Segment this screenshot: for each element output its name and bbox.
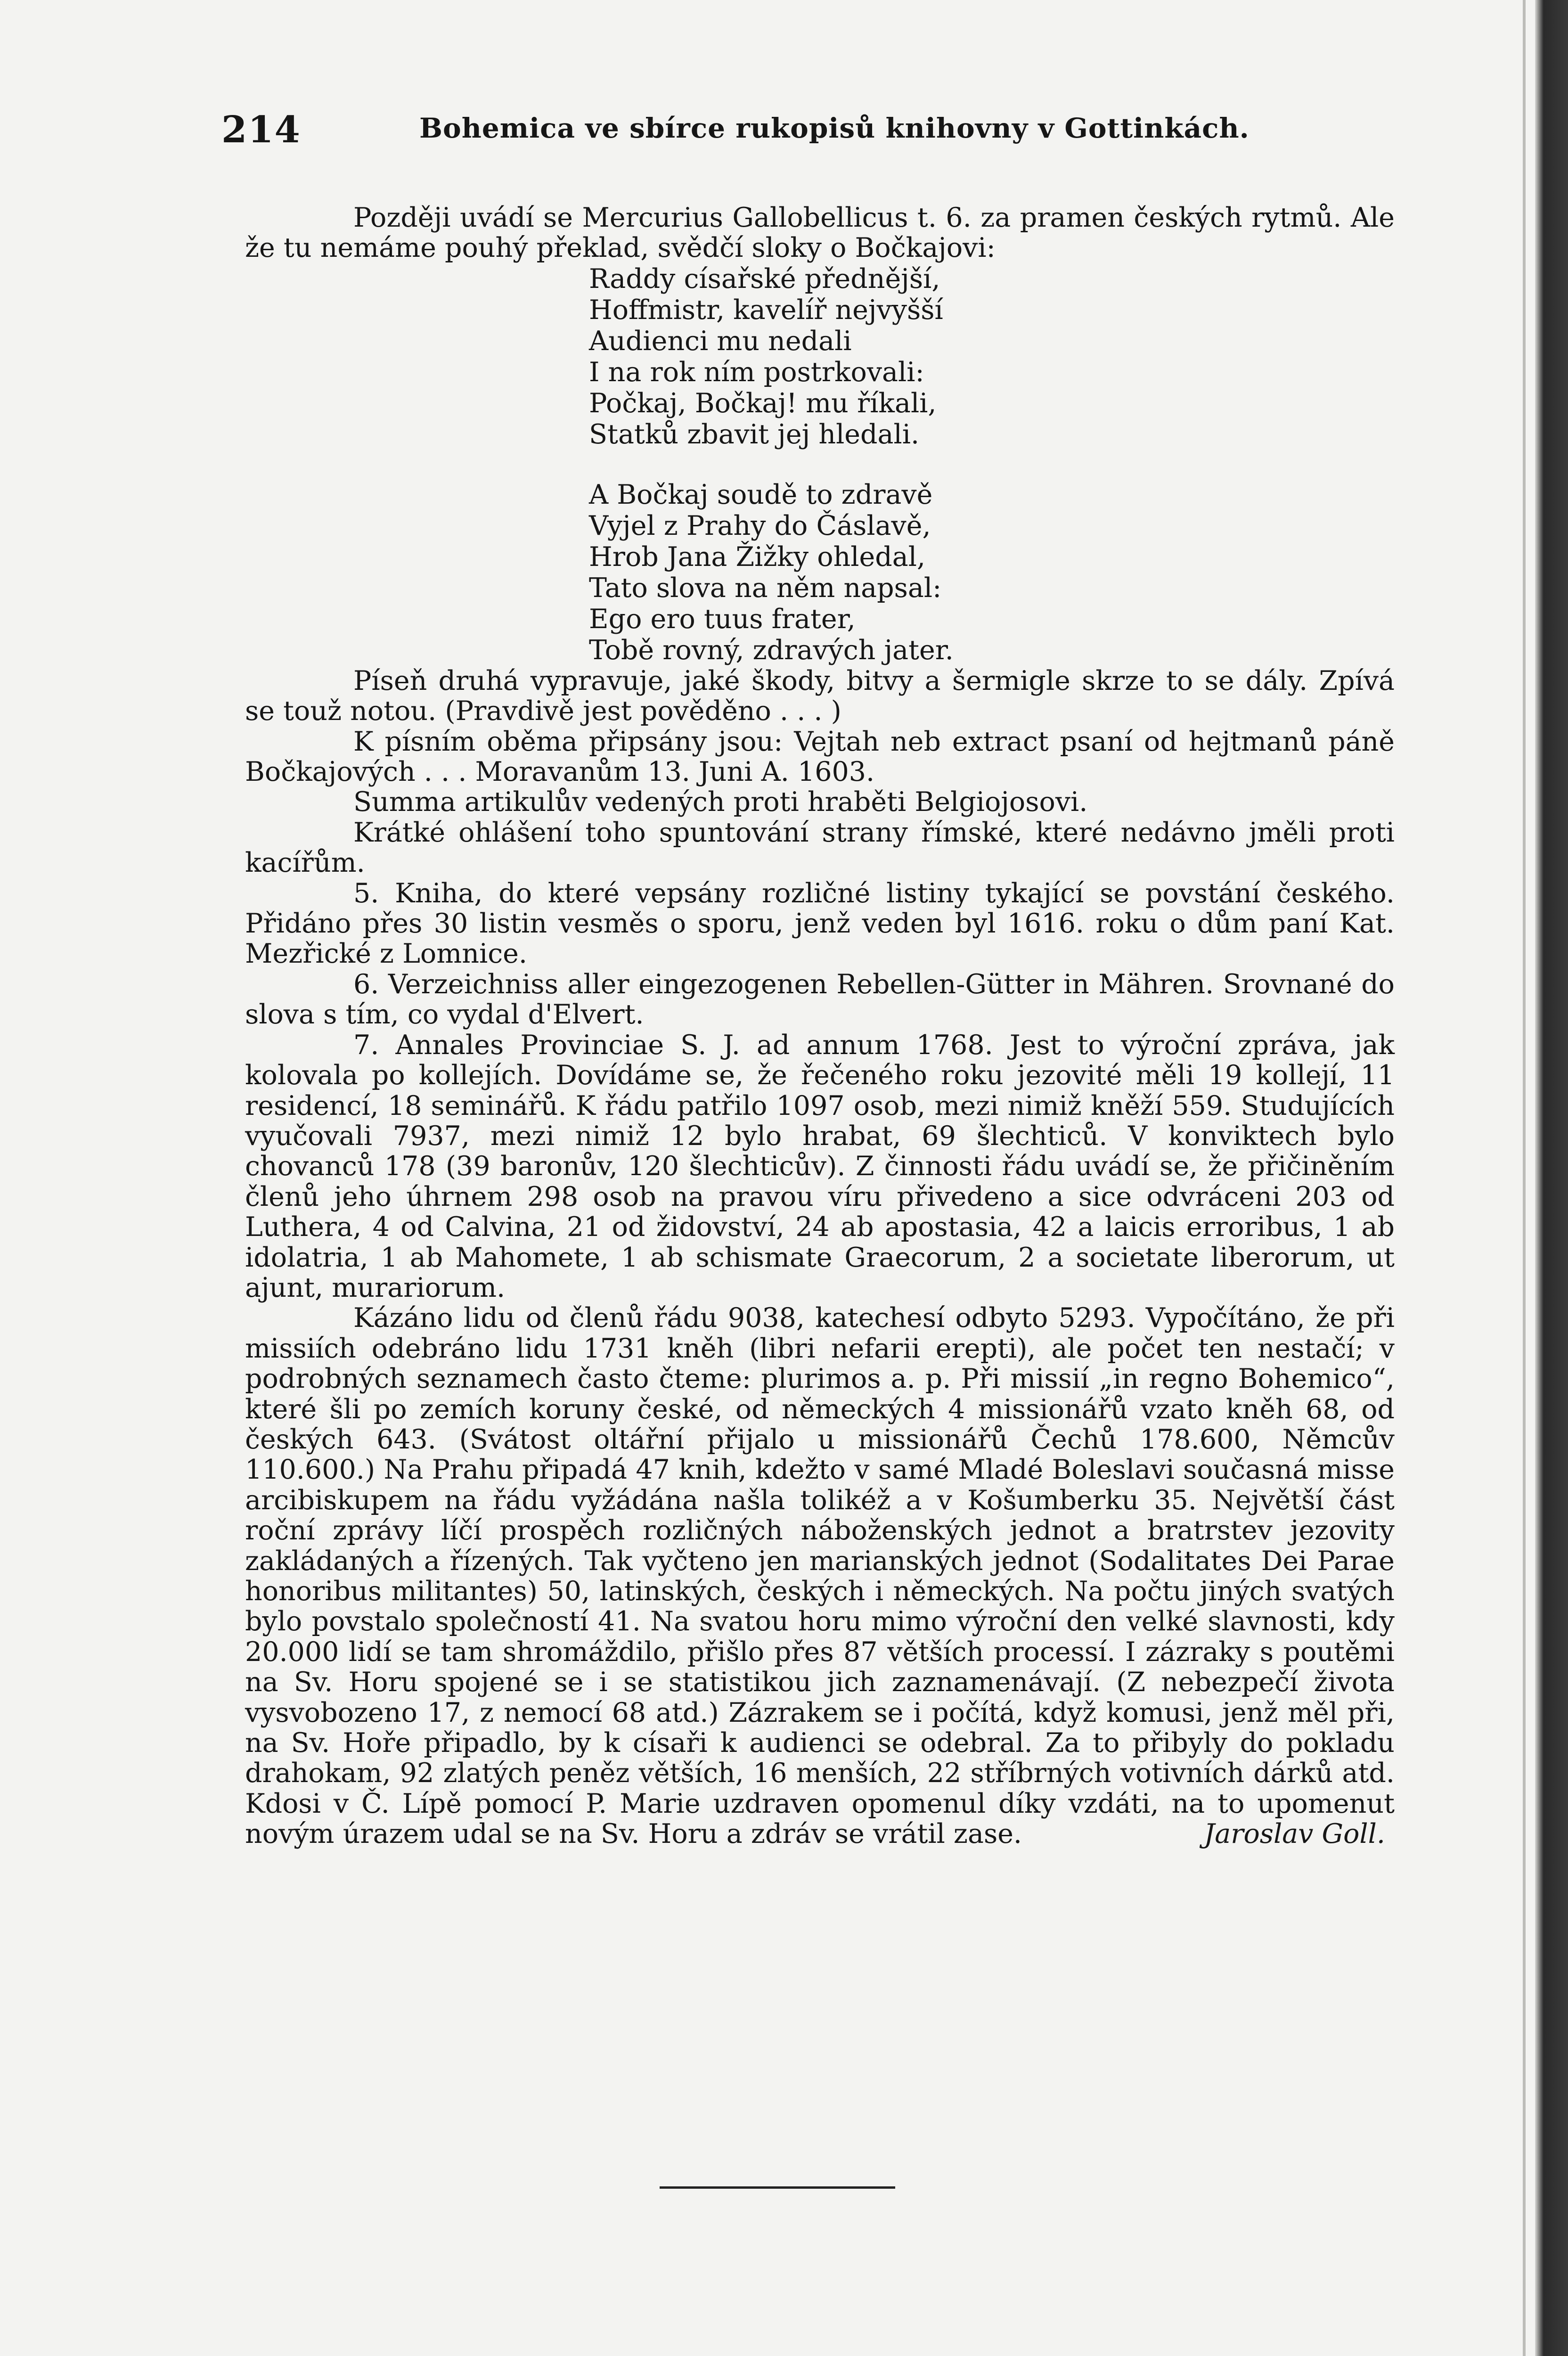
page-edge-shadow: [1535, 0, 1568, 2356]
poem-line: Počkaj, Bočkaj! mu říkali,: [589, 387, 937, 419]
running-title: Bohemica ve sbírce rukopisů knihovny v Gottinkách.: [419, 112, 1250, 144]
poem-line: Audienci mu nedali: [589, 325, 852, 357]
poem-line: Tobě rovný, zdravých jater.: [589, 634, 954, 666]
poem-line: Raddy císařské přednější,: [589, 263, 940, 294]
poem-line: Hrob Jana Žižky ohledal,: [589, 541, 926, 573]
author-signature: Jaroslav Goll.: [1204, 1818, 1385, 1850]
section-divider: [660, 2186, 895, 2189]
page-header: [221, 108, 1390, 165]
poem-line: Ego ero tuus frater,: [589, 603, 856, 635]
article-body: [245, 203, 1395, 1849]
poem-line: I na rok ním postrkovali:: [589, 356, 924, 388]
poem-stanza: [589, 479, 1395, 666]
page-number: 214: [221, 108, 301, 151]
paragraph: 7. Annales Provinciae S. J. ad annum 1768. Jest to výroční zpráva, jak kolovala po kollejích. Dovídáme se, že řečeného roku jezovité měli 19 kollejí, 11 residencí, 18 seminářů. K řádu patřilo 1097 osob, mezi nimiž kněží 559. Studujících vyučovali 7937, mezi nimiž 12 bylo hrabat, 69 šlechticů. V konviktech bylo chovanců 178 (39 baronův, 120 šlechticův). Z činnosti řádu uvádí se, že přičiněním členů jeho úhrnem 298 osob na pravou víru přivedeno a sice odvráceni 203 od Luthera, 4 od Calvina, 21 od židovství, 24 ab apostasia, 42 a laicis erroribus, 1 ab idolatria, 1 ab Mahomete, 1 ab schismate Graecorum, 2 a societate liberorum, ut ajunt, murariorum.: [245, 1029, 1395, 1303]
paragraph: 6. Verzeichniss aller eingezogenen Rebellen-Gütter in Mähren. Srovnané do slova s tím, co vydal d'Elvert.: [245, 968, 1395, 1031]
poem-line: Statků zbavit jej hledali.: [589, 418, 920, 450]
poem-line: Hoffmistr, kavelíř nejvyšší: [589, 294, 943, 326]
poem-line: Vyjel z Prahy do Čáslavě,: [589, 510, 931, 541]
paragraph: Summa artikulův vedených proti hraběti Belgiojosovi.: [353, 786, 1088, 818]
paragraph: K písním oběma připsány jsou: Vejtah neb extract psaní od hejtmanů páně Bočkajových . . . Moravanům 13. Juni A. 1603.: [245, 726, 1395, 788]
paragraph: Píseň druhá vypravuje, jaké škody, bitvy a šermigle skrze to se dály. Zpívá se touž notou. (Pravdivě jest pověděno . . . ): [245, 665, 1395, 727]
paragraph: Kázáno lidu od členů řádu 9038, katechesí odbyto 5293. Vypočítáno, že při missiích odebráno lidu 1731 kněh (libri nefarii erepti), ale počet ten nestačí; v podrobných seznamech často čteme: plurimos a. p. Při missií „in regno Bohemico“, které šli po zemích koruny české, od německých 4 missionářů vzato kněh 68, od českých 643. (Svátost oltářní přijalo u missionářů Čechů 178.600, Němcův 110.600.) Na Prahu připadá 47 knih, kdežto v samé Mladé Boleslavi současná misse arcibiskupem na řádu vyžádána našla tolikéž a v Košumberku 35. Největší část roční zprávy líčí prospěch rozličných náboženských jednot a bratrstev jezovity zakládaných a řízených. Tak vyčteno jen marianských jednot (Sodalitates Dei Parae honoribus militantes) 50, latinských, českých i německých. Na počtu jiných svatých bylo povstalo společností 41. Na svatou horu mimo výroční den velké slavnosti, kdy 20.000 lidí se tam shromáždilo, přišlo přes 87 větších processí. I zázraky s poutěmi na Sv. Horu spojené se i se statistikou jich zaznamenávají. (Z nebezpečí života vysvobozeno 17, z nemocí 68 atd.) Zázrakem se i počítá, když komusi, jenž měl při, na Sv. Hoře připadlo, by k císaři k audienci se odebral. Za to přibyly do pokladu drahokam, 92 zlatých peněz větších, 16 menších, 22 stříbrných votivních dárků atd. Kdosi v Č. Lípě pomocí P. Marie uzdraven opomenul díky vzdáti, na to upomenut novým úrazem udal se na Sv. Horu a zdráv se vrátil zase.: [245, 1302, 1395, 1850]
paragraph: Krátké ohlášení toho spuntování strany římské, které nedávno jměli proti kacířům.: [245, 817, 1395, 879]
page-edge-line: [1523, 0, 1526, 2356]
poem-stanza: [589, 263, 1395, 450]
paragraph: 5. Kniha, do které vepsány rozličné listiny tykající se povstání českého. Přidáno přes 30 listin vesměs o sporu, jenž veden byl 1616. roku o dům paní Kat. Mezřické z Lomnice.: [245, 877, 1395, 970]
poem-line: Tato slova na něm napsal:: [589, 572, 942, 604]
poem-line: A Bočkaj soudě to zdravě: [589, 479, 933, 510]
paragraph: Později uvádí se Mercurius Gallobellicus t. 6. za pramen českých rytmů. Ale že tu nemáme pouhý překlad, svědčí sloky o Bočkajovi:: [245, 202, 1395, 264]
